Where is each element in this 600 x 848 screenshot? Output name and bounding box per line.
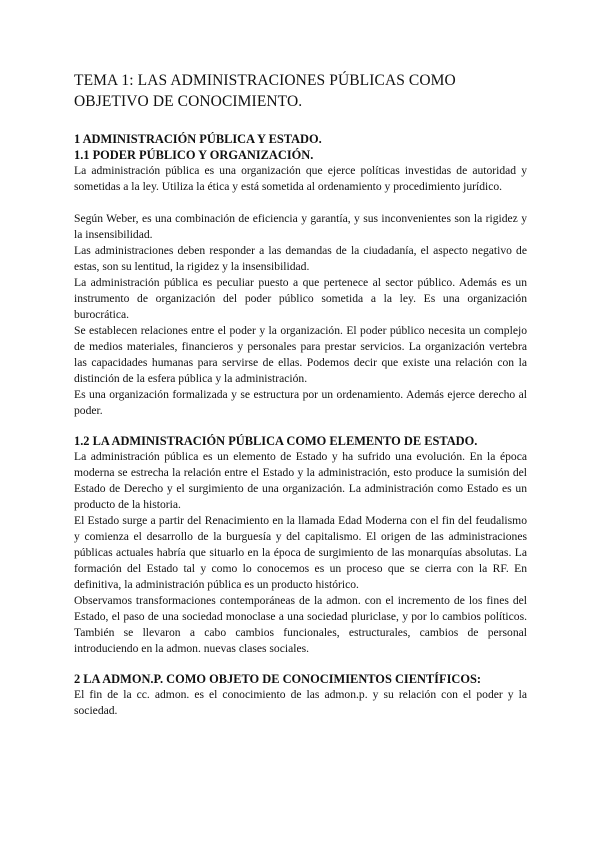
subsection-heading: 1.1 PODER PÚBLICO Y ORGANIZACIÓN. [74,148,314,162]
section-heading: 2 LA ADMON.P. COMO OBJETO DE CONOCIMIENTOS CIENTÍFICOS: [74,672,482,686]
paragraph: Observamos transformaciones contemporáneas de la admon. con el incremento de los fines del Estado, el paso de una sociedad monoclase a una sociedad pluriclase, y por lo cambios políticos. También se llevaron a cabo cambios funcionales, estructurales, cambios de personal introduciendo en la admon. nuevas clases sociales. [74,594,527,655]
paragraph: El fin de la cc. admon. es el conocimiento de las admon.p. y su relación con el poder y la sociedad. [74,688,527,717]
paragraph: La administración pública es una organización que ejerce políticas investidas de autoridad y sometidas a la ley. Utiliza la ética y está sometida al ordenamiento y procedimiento jurídico. [74,164,527,193]
paragraph: Según Weber, es una combinación de eficiencia y garantía, y sus inconvenientes son la rigidez y la insensibilidad. [74,212,527,241]
paragraph: Es una organización formalizada y se estructura por un ordenamiento. Además ejerce derecho al poder. [74,388,527,417]
section-heading: 1 ADMINISTRACIÓN PÚBLICA Y ESTADO. [74,132,322,146]
paragraph: Se establecen relaciones entre el poder y la organización. El poder público necesita un complejo de medios materiales, financieros y personales para prestar servicios. La organización vertebra las capacidades humanas para servirse de ellas. Podemos decir que existe una relación con la distinción de la esfera pública y la administración. [74,324,527,385]
paragraph: La administración pública es peculiar puesto a que pertenece al sector público. Además es un instrumento de organización del poder público sometida a la ley. Es una organización burocrática. [74,276,527,321]
subsection-heading: 1.2 LA ADMINISTRACIÓN PÚBLICA COMO ELEMENTO DE ESTADO. [74,434,478,448]
paragraph: El Estado surge a partir del Renacimiento en la llamada Edad Moderna con el fin del feudalismo y comienza el desarrollo de la burguesía y del capitalismo. El origen de las administraciones públicas actuales habría que situarlo en la época de surgimiento de las monarquías absolutas. La formación del Estado tal y como lo conocemos es un proceso que se cierra con la RF. En definitiva, la administración pública es un producto histórico. [74,514,527,591]
paragraph: Las administraciones deben responder a las demandas de la ciudadanía, el aspecto negativo de estas, son su lentitud, la rigidez y la insensibilidad. [74,244,527,273]
paragraph: La administración pública es un elemento de Estado y ha sufrido una evolución. En la época moderna se estrecha la relación entre el Estado y la administración, esto produce la sumisión del Estado de Derecho y el surgimiento de una organización. La administración como Estado es un producto de la historia. [74,450,527,511]
document-title: TEMA 1: LAS ADMINISTRACIONES PÚBLICAS COMO OBJETIVO DE CONOCIMIENTO. [74,72,456,110]
